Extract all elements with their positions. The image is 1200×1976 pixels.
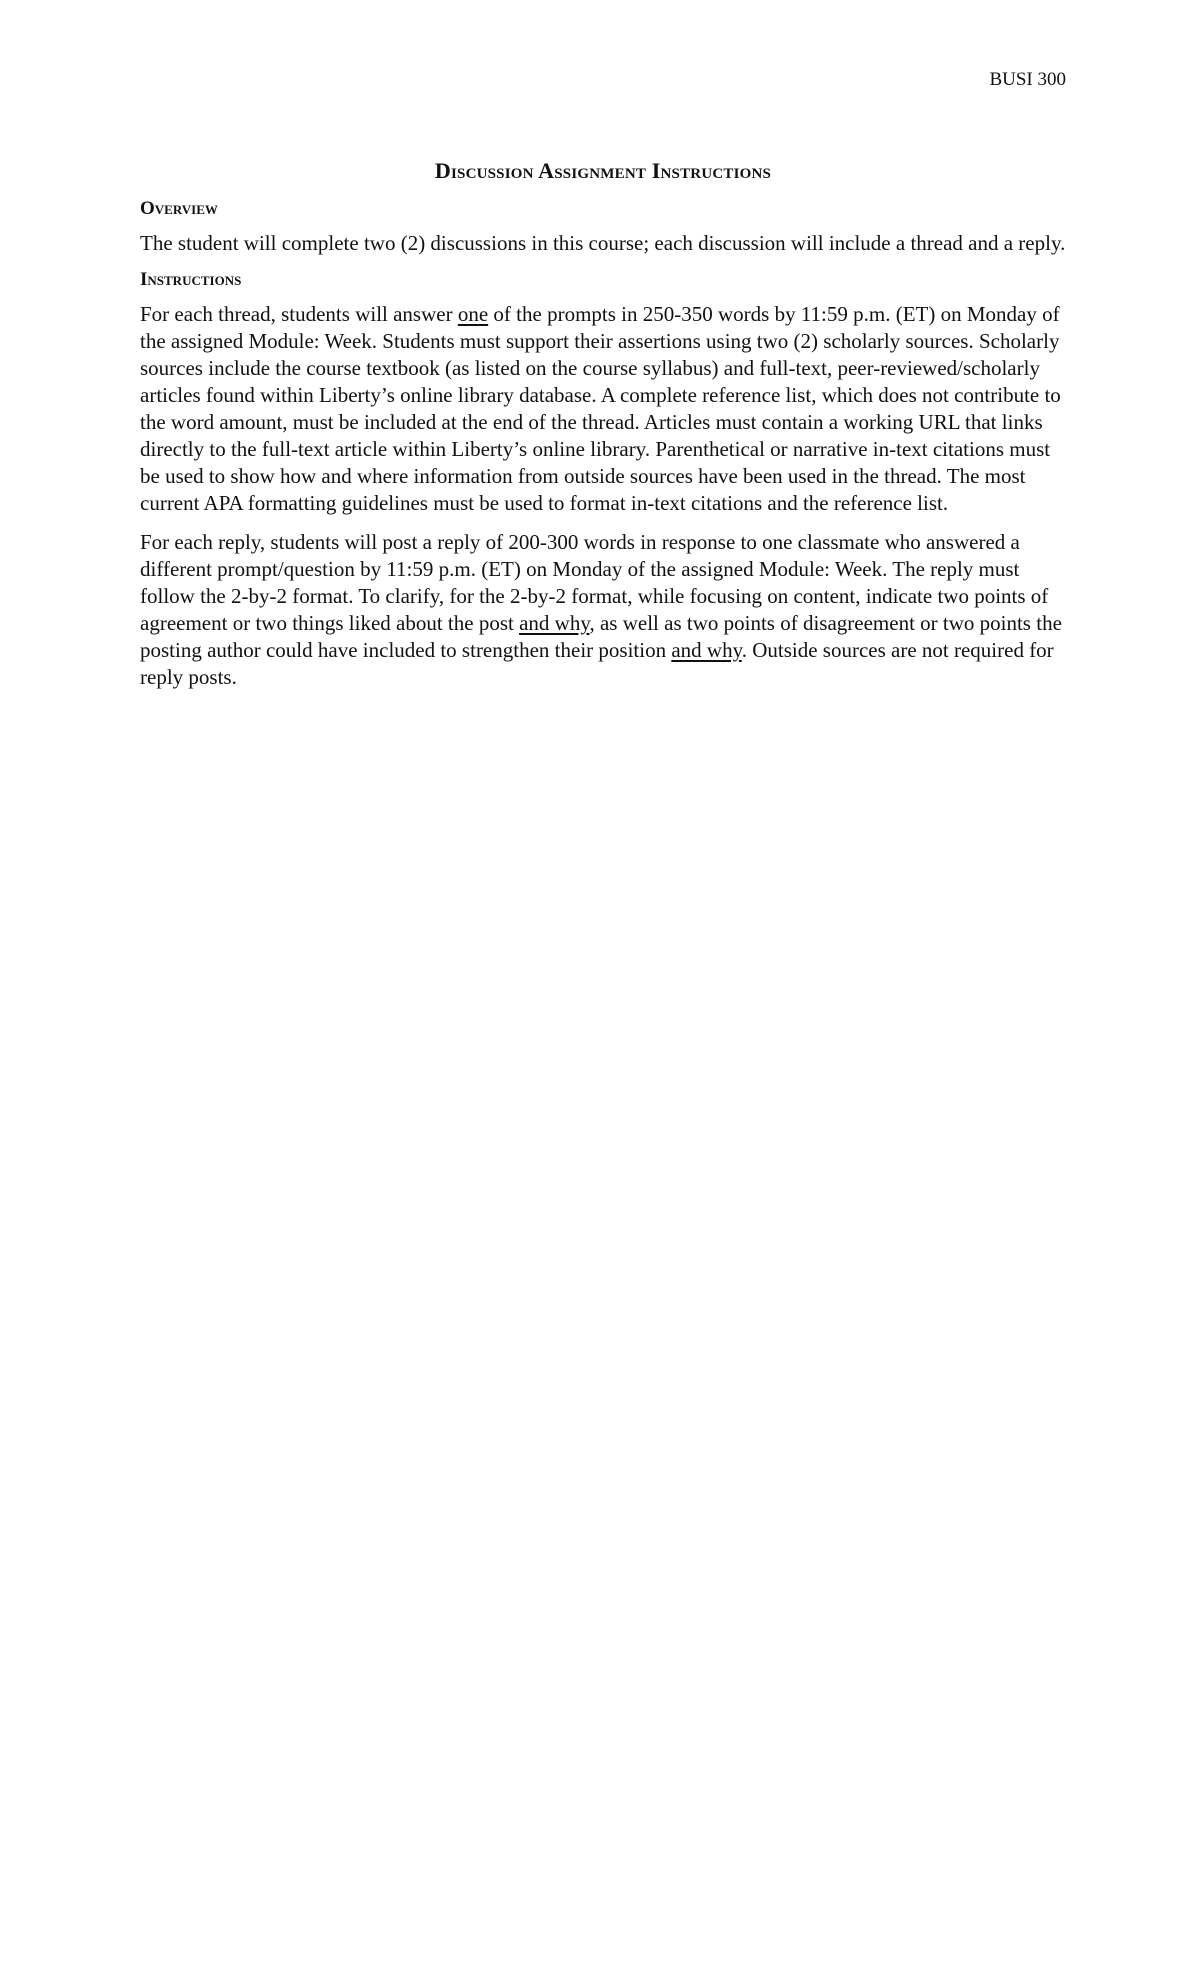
emphasis-and-why-2: and why	[671, 637, 742, 662]
emphasis-one: one	[457, 301, 489, 326]
reply-text-middle: , as well as two points of disagreement or two points the posting author could have included to strengthen their position	[140, 610, 1062, 662]
thread-text-start: For each thread, students will answer	[140, 301, 458, 326]
reply-text-start: For each reply, students will post a reply of 200-300 words in response to one classmate who answered a different prompt/question by 11:59 p.m. (ET) on Monday of the assigned Module: Week. The reply must follow the 2-by-2 format. To clarify, for the 2-by-2 format, while focusing on content, indicate two points of agreement or two things liked about the post	[140, 529, 1049, 635]
instructions-heading: Instructions	[140, 269, 242, 291]
reply-text-end: . Outside sources are not required for reply posts.	[140, 637, 1054, 689]
document-title: Discussion Assignment Instructions	[434, 158, 772, 183]
emphasis-and-why-1: and why	[519, 610, 590, 635]
running-header: BUSI 300	[989, 69, 1066, 90]
reply-instructions-paragraph	[140, 529, 1066, 691]
thread-instructions-paragraph	[140, 301, 1066, 517]
overview-paragraph: The student will complete two (2) discussions in this course; each discussion will include a thread and a reply.	[140, 231, 1066, 256]
overview-heading: Overview	[140, 198, 218, 220]
thread-text-rest: of the prompts in 250-350 words by 11:59 p.m. (ET) on Monday of the assigned Module: Week. Students must support their assertions using two (2) scholarly sources. Scholarly sources include the course textbook (as listed on the course syllabus) and full-text, peer-reviewed/scholarly articles found within Liberty’s online library database. A complete reference list, which does not contribute to the word amount, must be included at the end of the thread. Articles must contain a working URL that links directly to the full-text article within Liberty’s online library. Parenthetical or narrative in-text citations must be used to show how and where information from outside sources have been used in the thread. The most current APA formatting guidelines must be used to format in-text citations and the reference list.	[140, 301, 1061, 515]
document-body	[140, 158, 1066, 703]
